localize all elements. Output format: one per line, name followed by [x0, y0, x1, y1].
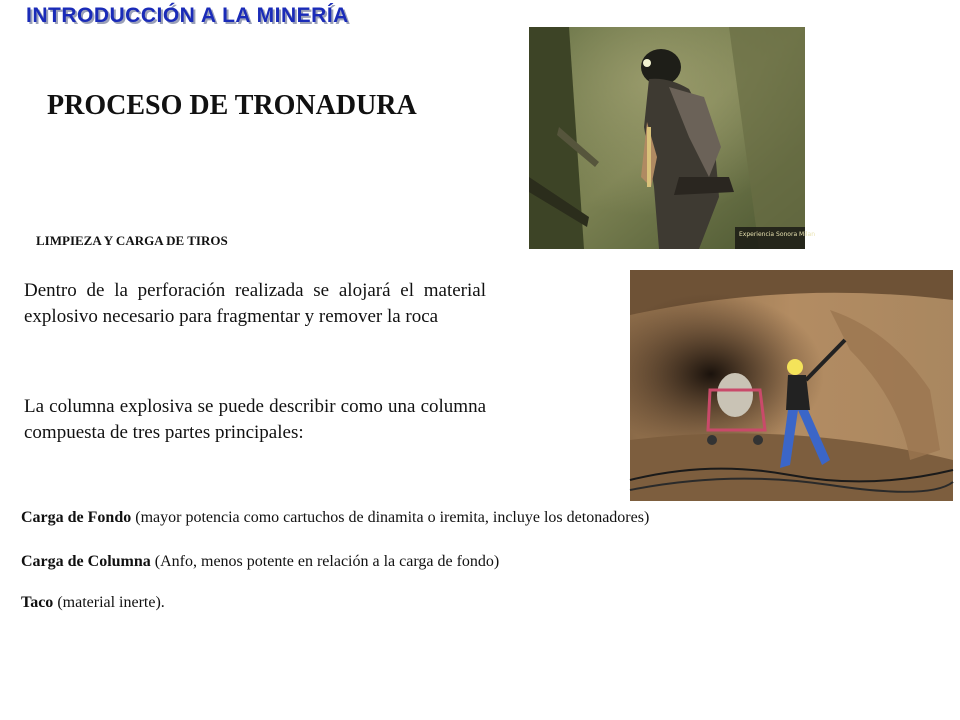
paragraph-explosive-column: La columna explosiva se puede describir como una columna compuesta de tres partes principales:: [24, 396, 486, 443]
miner-drilling-photo: [529, 27, 816, 249]
section-heading: LIMPIEZA Y CARGA DE TIROS: [36, 233, 228, 248]
item-term: Taco: [21, 594, 54, 611]
item-desc: (Anfo, menos potente en relación a la carga de fondo): [150, 553, 500, 570]
slide-title: PROCESO DE TRONADURA: [47, 90, 417, 121]
item-term: Carga de Fondo: [21, 509, 132, 526]
item-desc: (mayor potencia como cartuchos de dinamita o iremita, incluye los detonadores): [131, 509, 650, 526]
item-taco: [21, 594, 165, 612]
photo-caption-line: Experiencia Sonora Milan: [739, 231, 816, 238]
header-title: INTRODUCCIÓN A LA MINERÍA: [26, 4, 349, 27]
item-carga-de-columna: [21, 553, 499, 571]
paragraph-explosive-placement: Dentro de la perforación realizada se alojará el material explosivo necesario para fragmentar y remover la roca: [24, 280, 486, 327]
item-desc: (material inerte).: [53, 594, 165, 611]
item-carga-de-fondo: [21, 509, 649, 527]
item-term: Carga de Columna: [21, 553, 151, 570]
tunnel-charging-photo: [630, 270, 953, 501]
